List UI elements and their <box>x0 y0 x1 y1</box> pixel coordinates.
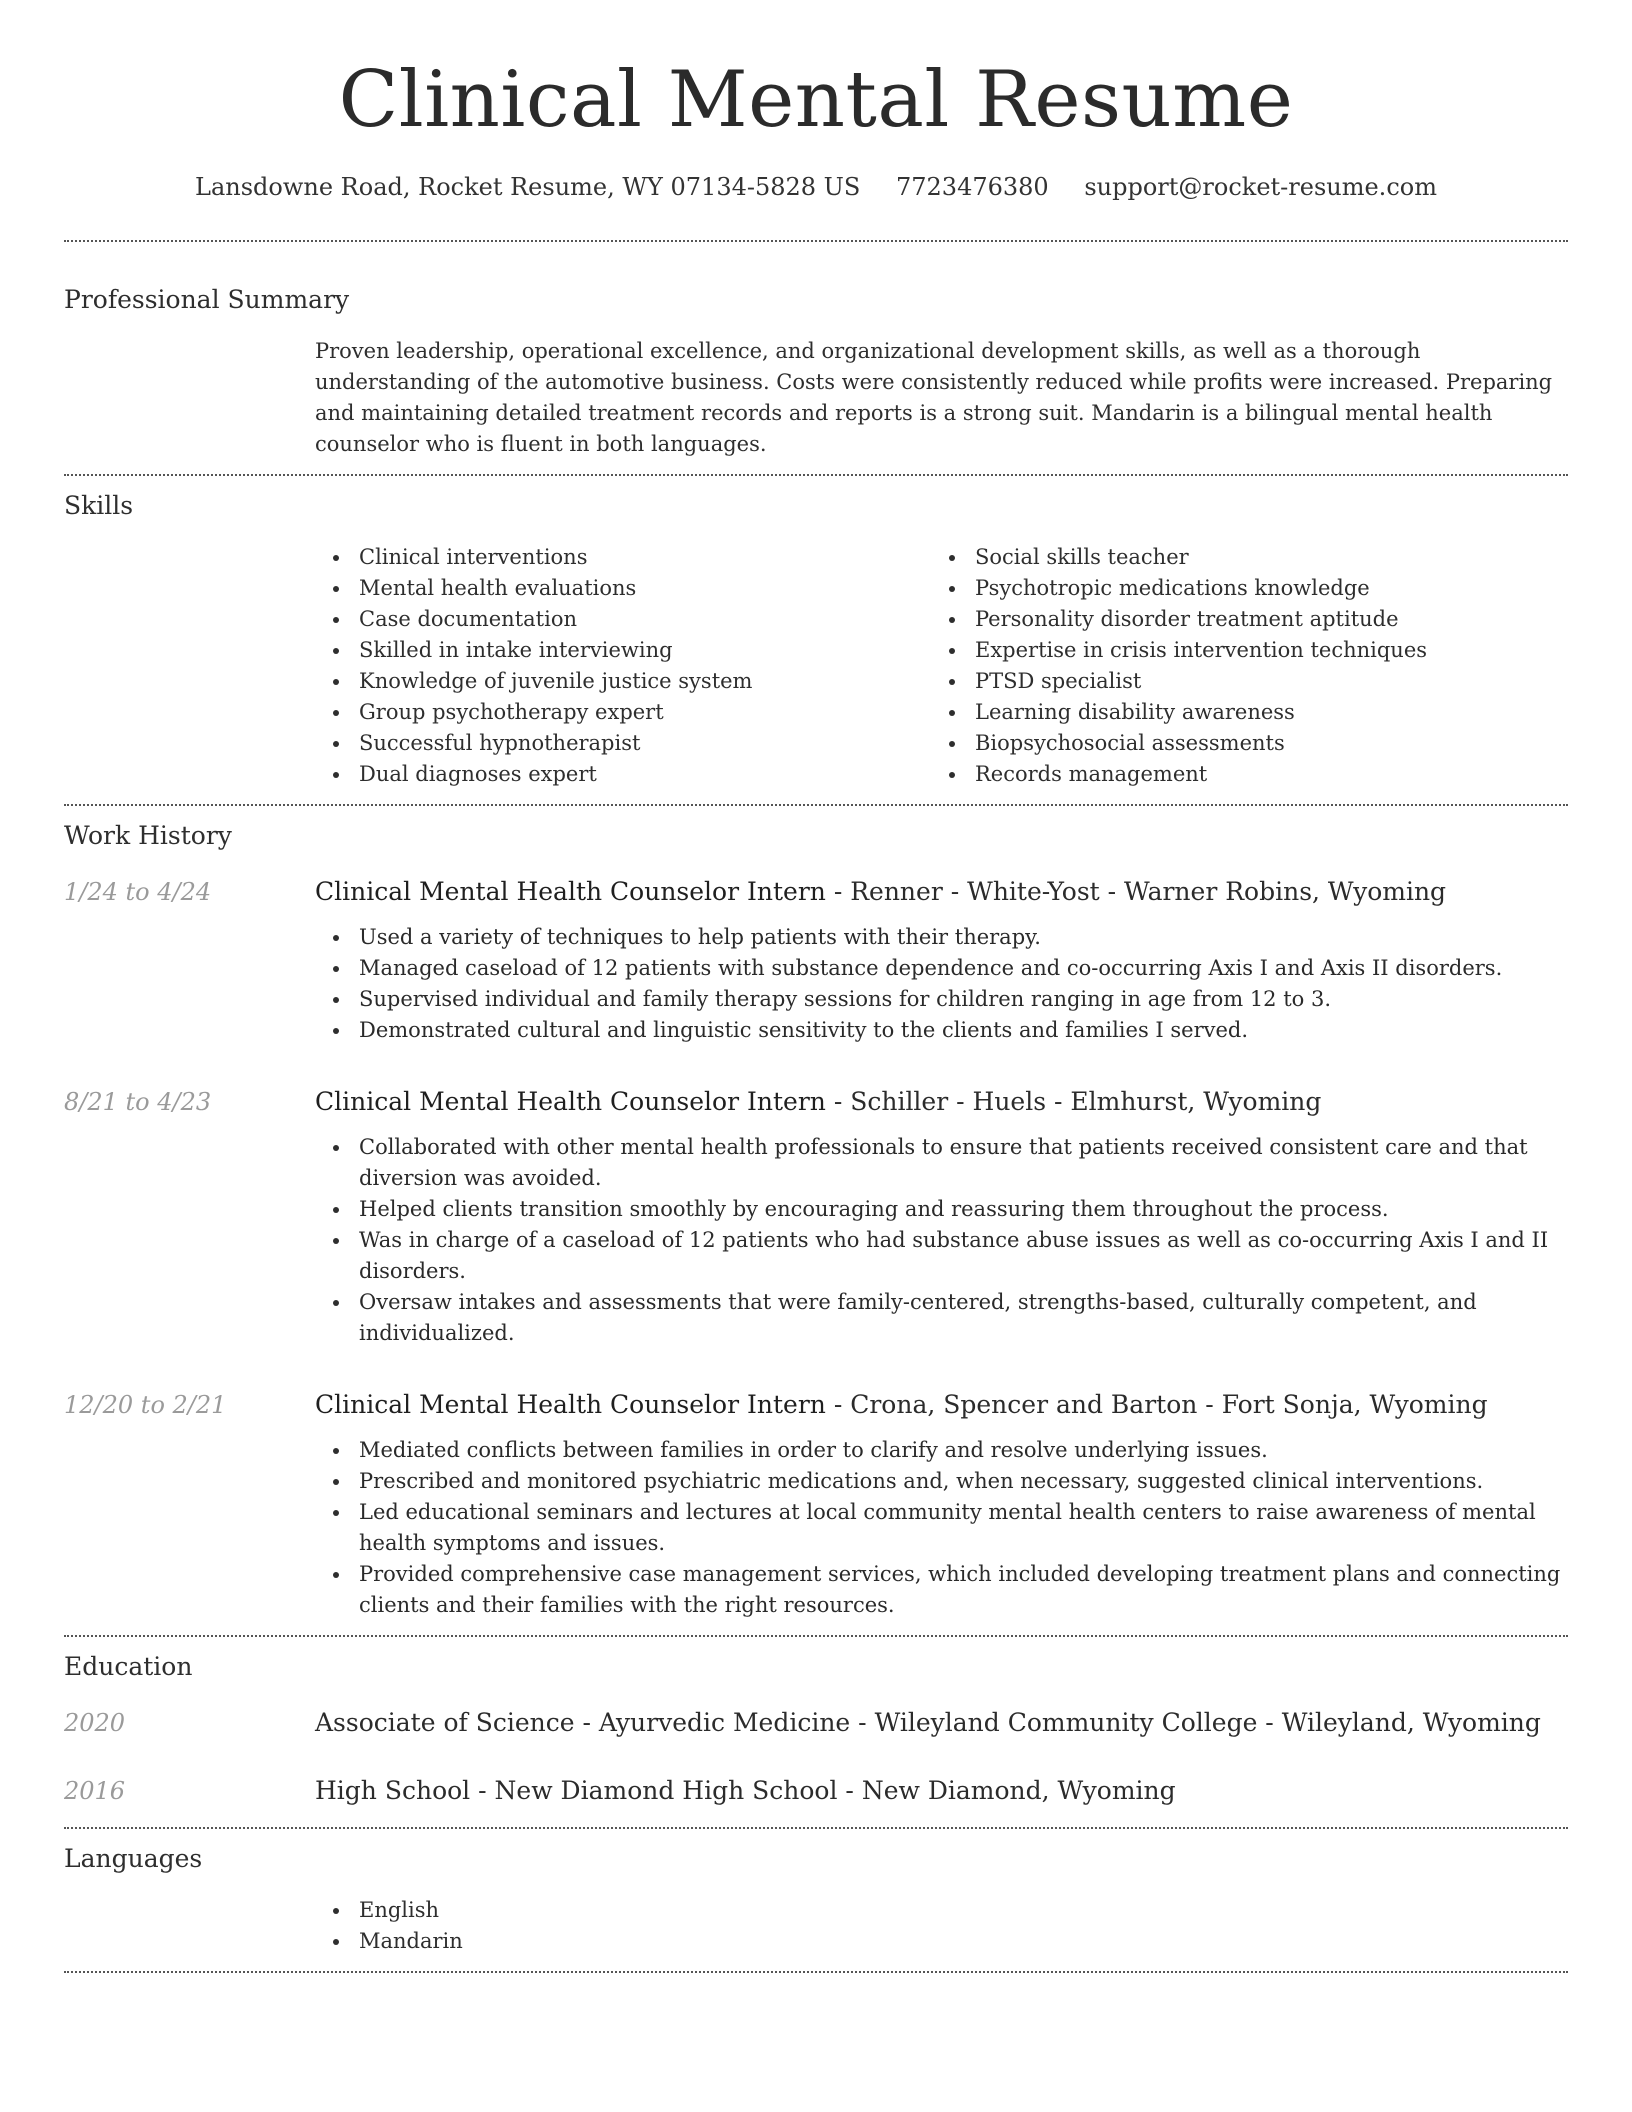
address: Lansdowne Road, Rocket Resume, WY 07134-5828 US <box>195 173 861 201</box>
work-history-section <box>64 806 1568 1635</box>
languages-section <box>64 1829 1568 1971</box>
language-item: Mandarin <box>359 1926 1568 1957</box>
job-employer: - Crona, Spencer and Barton - Fort Sonja, Wyoming <box>825 1390 1488 1419</box>
language-item: English <box>359 1895 1568 1926</box>
job-date: 12/20 to 2/21 <box>64 1391 227 1419</box>
job-heading <box>315 874 1568 910</box>
education-school: - New Diamond High School - New Diamond, Wyoming <box>470 1776 1176 1805</box>
skill-item: Successful hypnotherapist <box>359 728 931 759</box>
job-duties <box>315 922 1568 1046</box>
divider <box>64 1971 1568 1973</box>
education-date: 2020 <box>64 1709 126 1737</box>
languages-list <box>315 1895 1568 1971</box>
skill-item: Expertise in crisis intervention techniques <box>975 635 1547 666</box>
skill-item: PTSD specialist <box>975 666 1547 697</box>
skill-item: Knowledge of juvenile justice system <box>359 666 931 697</box>
summary-text: Proven leadership, operational excellence, and organizational development skills, as well as a thorough understanding of the automotive business. Costs were consistently reduced while profits were increased. Preparing and maintaining detailed treatment records and reports is a strong suit. Mandarin is a bilingual mental health counselor who is fluent in both languages. <box>315 339 1553 456</box>
skill-item: Dual diagnoses expert <box>359 759 931 790</box>
skill-item: Clinical interventions <box>359 542 931 573</box>
education-section <box>64 1637 1568 1827</box>
skills-column-left <box>315 542 931 790</box>
job-duty: Managed caseload of 12 patients with substance dependence and co-occurring Axis I and Axis II disorders. <box>359 953 1568 984</box>
job-duty: Led educational seminars and lectures at local community mental health centers to raise awareness of mental health symptoms and issues. <box>359 1497 1568 1559</box>
job-role: Clinical Mental Health Counselor Intern <box>315 877 826 906</box>
job-duties <box>315 1435 1568 1621</box>
education-heading <box>315 1773 1568 1809</box>
job-duty: Provided comprehensive case management services, which included developing treatment plans and connecting clients and their families with the right resources. <box>359 1559 1568 1621</box>
job-entry <box>64 1084 1568 1349</box>
job-employer: - Renner - White-Yost - Warner Robins, Wyoming <box>825 877 1447 906</box>
job-duty: Collaborated with other mental health professionals to ensure that patients received consistent care and that diversion was avoided. <box>359 1132 1568 1194</box>
job-date: 1/24 to 4/24 <box>64 878 212 906</box>
education-date: 2016 <box>64 1777 126 1805</box>
section-title-skills: Skills <box>64 491 134 520</box>
skill-item: Personality disorder treatment aptitude <box>975 604 1547 635</box>
skills-column-right <box>931 542 1547 790</box>
job-role: Clinical Mental Health Counselor Intern <box>315 1087 826 1116</box>
job-duty: Demonstrated cultural and linguistic sensitivity to the clients and families I served. <box>359 1015 1568 1046</box>
section-title-work-history: Work History <box>64 821 232 850</box>
skill-item: Biopsychosocial assessments <box>975 728 1547 759</box>
skills-section <box>64 476 1568 804</box>
job-heading <box>315 1084 1568 1120</box>
job-duties <box>315 1132 1568 1349</box>
job-employer: - Schiller - Huels - Elmhurst, Wyoming <box>825 1087 1322 1116</box>
skill-item: Skilled in intake interviewing <box>359 635 931 666</box>
phone: 7723476380 <box>896 173 1049 201</box>
education-entry <box>64 1705 1568 1741</box>
section-title-languages: Languages <box>64 1844 203 1873</box>
job-duty: Helped clients transition smoothly by encouraging and reassuring them throughout the process. <box>359 1194 1568 1225</box>
email: support@rocket-resume.com <box>1084 173 1437 201</box>
skill-item: Records management <box>975 759 1547 790</box>
education-degree: Associate of Science - Ayurvedic Medicine <box>315 1708 851 1737</box>
job-entry <box>64 1387 1568 1635</box>
job-heading <box>315 1387 1568 1423</box>
job-date: 8/21 to 4/23 <box>64 1088 212 1116</box>
section-title-education: Education <box>64 1652 193 1681</box>
section-title-summary: Professional Summary <box>64 285 350 314</box>
resume-name: Clinical Mental Resume <box>338 55 1294 145</box>
skill-item: Group psychotherapy expert <box>359 697 931 728</box>
skill-item: Social skills teacher <box>975 542 1547 573</box>
job-duty: Prescribed and monitored psychiatric medications and, when necessary, suggested clinical interventions. <box>359 1466 1568 1497</box>
job-entry <box>64 874 1568 1046</box>
job-duty: Supervised individual and family therapy sessions for children ranging in age from 12 to 3. <box>359 984 1568 1015</box>
job-duty: Was in charge of a caseload of 12 patients who had substance abuse issues as well as co-occurring Axis I and II disorders. <box>359 1225 1568 1287</box>
job-role: Clinical Mental Health Counselor Intern <box>315 1390 826 1419</box>
skill-item: Learning disability awareness <box>975 697 1547 728</box>
summary-section <box>64 242 1568 474</box>
job-duty: Used a variety of techniques to help patients with their therapy. <box>359 922 1568 953</box>
education-heading <box>315 1705 1568 1741</box>
skill-item: Psychotropic medications knowledge <box>975 573 1547 604</box>
education-school: - Wileyland Community College - Wileyland, Wyoming <box>850 1708 1541 1737</box>
skills-grid <box>315 542 1568 804</box>
education-degree: High School <box>315 1776 471 1805</box>
skill-item: Case documentation <box>359 604 931 635</box>
skill-item: Mental health evaluations <box>359 573 931 604</box>
education-entry <box>64 1773 1568 1809</box>
job-duty: Oversaw intakes and assessments that were family-centered, strengths-based, culturally competent, and individualized. <box>359 1287 1568 1349</box>
contact-line <box>64 170 1568 204</box>
job-duty: Mediated conflicts between families in order to clarify and resolve underlying issues. <box>359 1435 1568 1466</box>
